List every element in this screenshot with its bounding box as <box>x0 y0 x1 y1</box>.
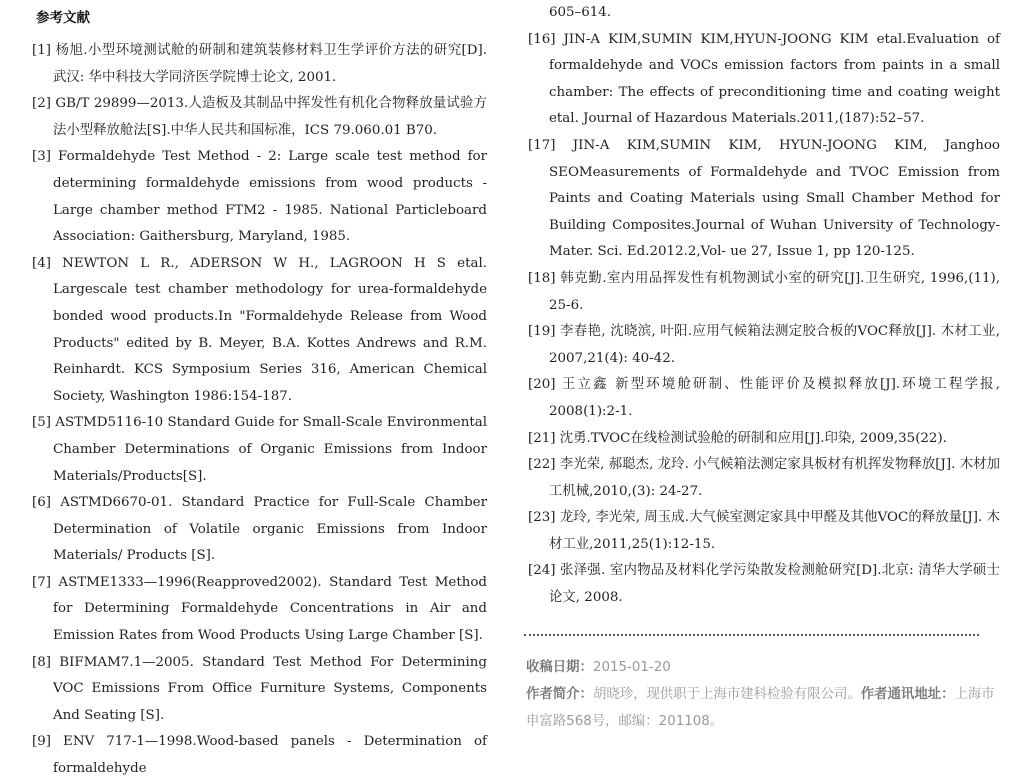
reference-item: [4] NEWTON L R., ADERSON W H., LAGROON H S etal. Largescale test chamber methodology for urea-formaldehyde bonded wood products.In "Formaldehyde Release from Wood Products" edited by B. Meyer, B.A. Kottes Andrews and R.M. Reinhardt. KCS Symposium Series 316, American Chemical Society, Washington 1986:154-187. <box>32 255 487 404</box>
reference-item: [16] JIN-A KIM,SUMIN KIM,HYUN-JOONG KIM etal.Evaluation of formaldehyde and VOCs emission factors from paints in a small chamber: The effects of preconditioning time and coating weight etal. Journal of Hazardous Materials.2011,(187):52–57. <box>528 31 1000 127</box>
contact-label: 作者通讯地址： <box>860 687 955 702</box>
section-title: 参考文献 <box>36 10 90 26</box>
reference-item: [2] GB/T 29899—2013.人造板及其制品中挥发性有机化合物释放量试验方法小型释放舱法[S].中华人民共和国标准，ICS 79.060.01 B70. <box>32 96 487 138</box>
reference-item-continued: 605–614. <box>549 5 612 20</box>
reference-item: [18] 韩克勤.室内用品挥发性有机物测试小室的研究[J].卫生研究, 1996,(11), 25-6. <box>528 270 1000 313</box>
reference-item: [8] BIFMAM7.1—2005. Standard Test Method For Determining VOC Emissions From Office Furniture Systems, Components And Seating [S]. <box>32 654 487 723</box>
reference-item: [17] JIN-A KIM,SUMIN KIM, HYUN-JOONG KIM, Janghoo SEOMeasurements of Formaldehyde and TVOC Emission from Paints and Coating Materials using Small Chamber Method for Building Composites.Journal of Wuhan University of Technology-Mater. Sci. Ed.2012.2,Vol- ue 27, Issue 1, pp 120-125. <box>528 137 1000 260</box>
reference-item: [20] 王立鑫 新型环境舱研制、性能评价及模拟释放[J].环境工程学报, 2008(1):2-1. <box>528 377 1000 419</box>
reference-item: [19] 李春艳, 沈晓滨, 叶阳.应用气候箱法测定胶合板的VOC释放[J]. 木材工业, 2007,21(4): 40-42. <box>528 324 1000 366</box>
contact-value: 上海市申富路568号，邮编：201108。 <box>526 687 995 729</box>
reference-item: [9] ENV 717-1—1998.Wood-based panels - Determination of formaldehyde <box>32 734 487 777</box>
reference-item: [21] 沈勇.TVOC在线检测试验舱的研制和应用[J].印染, 2009,35(22). <box>528 430 947 446</box>
author-value: 胡晓珍，现供职于上海市建科检验有限公司。 <box>592 687 861 702</box>
reference-item: [23] 龙玲, 李光荣, 周玉成.大气候室测定家具中甲醛及其他VOC的释放量[J]. 木材工业,2011,25(1):12-15. <box>528 510 1000 552</box>
reference-item: [5] ASTMD5116-10 Standard Guide for Small-Scale Environmental Chamber Determinations of Organic Emissions from Indoor Materials/Products[S]. <box>32 415 487 484</box>
reference-item: [3] Formaldehyde Test Method - 2: Large scale test method for determining formaldehyde emissions from wood products - Large chamber method FTM2 - 1985. National Particleboard Association: Gaithersburg, Maryland, 1985. <box>32 149 487 245</box>
dotted-divider <box>524 634 979 636</box>
received-date <box>526 655 996 682</box>
reference-item: [6] ASTMD6670-01. Standard Practice for Full-Scale Chamber Determination of Volatile organic Emissions from Indoor Materials/ Products [S]. <box>32 495 487 564</box>
received-value: 2015-01-20 <box>592 660 671 675</box>
reference-item: [7] ASTME1333—1996(Reapproved2002). Standard Test Method for Determining Formaldehyde Concentrations in Air and Emission Rates from Wood Products Using Large Chamber [S]. <box>32 574 487 644</box>
reference-item: [24] 张泽强. 室内物品及材料化学污染散发检测舱研究[D].北京: 清华大学硕士论文, 2008. <box>528 563 1000 606</box>
reference-item: [22] 李光荣, 郝聪杰, 龙玲. 小气候箱法测定家具板材有机挥发物释放[J]. 木材加工机械,2010,(3): 24-27. <box>528 457 1000 499</box>
author-label: 作者简介： <box>526 687 593 702</box>
reference-list-right <box>528 0 1000 612</box>
author-info <box>526 682 996 735</box>
received-label: 收稿日期： <box>526 660 593 675</box>
reference-item: [1] 杨旭.小型环境测试舱的研制和建筑装修材料卫生学评价方法的研究[D]. 武汉: 华中科技大学同济医学院博士论文, 2001. <box>32 43 487 85</box>
reference-list-left <box>32 38 487 783</box>
